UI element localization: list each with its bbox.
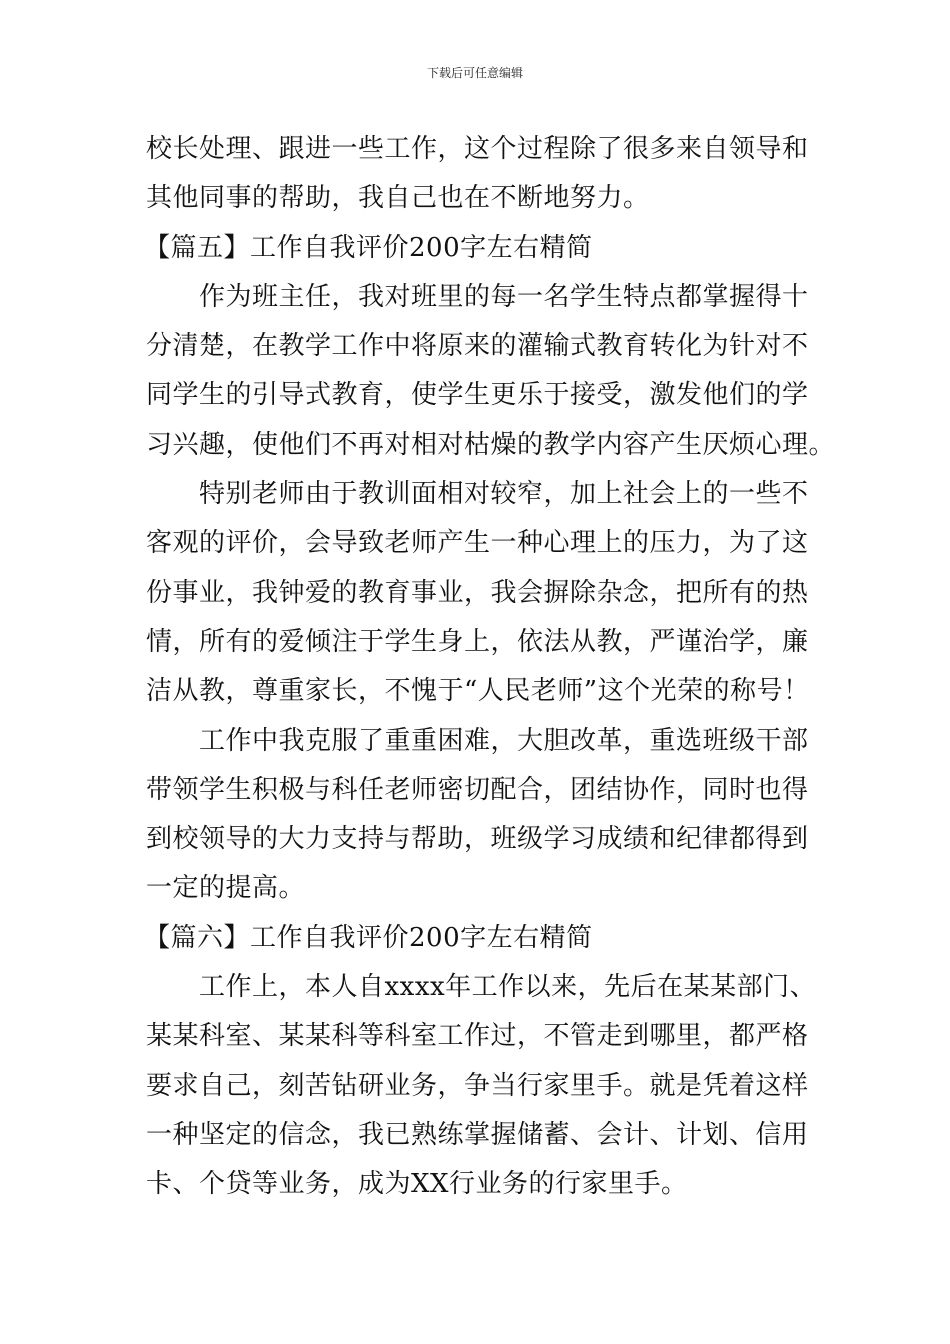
page-header: 下载后可任意编辑 — [426, 66, 523, 80]
text-line: 其他同事的帮助，我自己也在不断地努力。 — [146, 183, 650, 214]
section-heading-6: 【篇六】工作自我评价200字左右精简 — [144, 922, 593, 953]
text-line: 情，所有的爱倾注于学生身上，依法从教，严谨治学，廉 — [146, 626, 809, 657]
paragraph-start: 作为班主任，我对班里的每一名学生特点都掌握得十 — [199, 281, 809, 312]
paragraph-start: 工作中我克服了重重困难，大胆改革，重选班级干部 — [199, 725, 809, 756]
paragraph-start: 工作上，本人自xxxx年工作以来，先后在某某部门、 — [199, 972, 817, 1003]
text-line: 卡、个贷等业务，成为XX行业务的行家里手。 — [146, 1169, 688, 1200]
text-line: 一种坚定的信念，我已熟练掌握储蓄、会计、计划、信用 — [146, 1119, 809, 1150]
document-body — [144, 125, 836, 1210]
text-line: 习兴趣，使他们不再对相对枯燥的教学内容产生厌烦心理。 — [146, 429, 836, 460]
text-line: 洁从教，尊重家长，不愧于“人民老师”这个光荣的称号！ — [146, 676, 810, 707]
text-line: 到校领导的大力支持与帮助，班级学习成绩和纪律都得到 — [146, 824, 809, 855]
text-line: 份事业，我钟爱的教育事业，我会摒除杂念，把所有的热 — [146, 577, 809, 608]
text-line: 校长处理、跟进一些工作，这个过程除了很多来自领导和 — [146, 134, 809, 164]
text-line: 要求自己，刻苦钻研业务，争当行家里手。就是凭着这样 — [146, 1070, 809, 1101]
text-line: 一定的提高。 — [146, 873, 306, 904]
paragraph-start: 特别老师由于教训面相对较窄，加上社会上的一些不 — [199, 479, 809, 510]
text-line: 某某科室、某某科等科室工作过，不管走到哪里，都严格 — [146, 1021, 809, 1052]
text-line: 同学生的引导式教育，使学生更乐于接受，激发他们的学 — [146, 380, 809, 411]
text-line: 带领学生积极与科任老师密切配合，团结协作，同时也得 — [146, 774, 809, 805]
section-heading-5: 【篇五】工作自我评价200字左右精简 — [144, 232, 593, 263]
text-line: 客观的评价，会导致老师产生一种心理上的压力，为了这 — [146, 528, 809, 559]
text-line: 分清楚，在教学工作中将原来的灌输式教育转化为针对不 — [146, 331, 809, 362]
